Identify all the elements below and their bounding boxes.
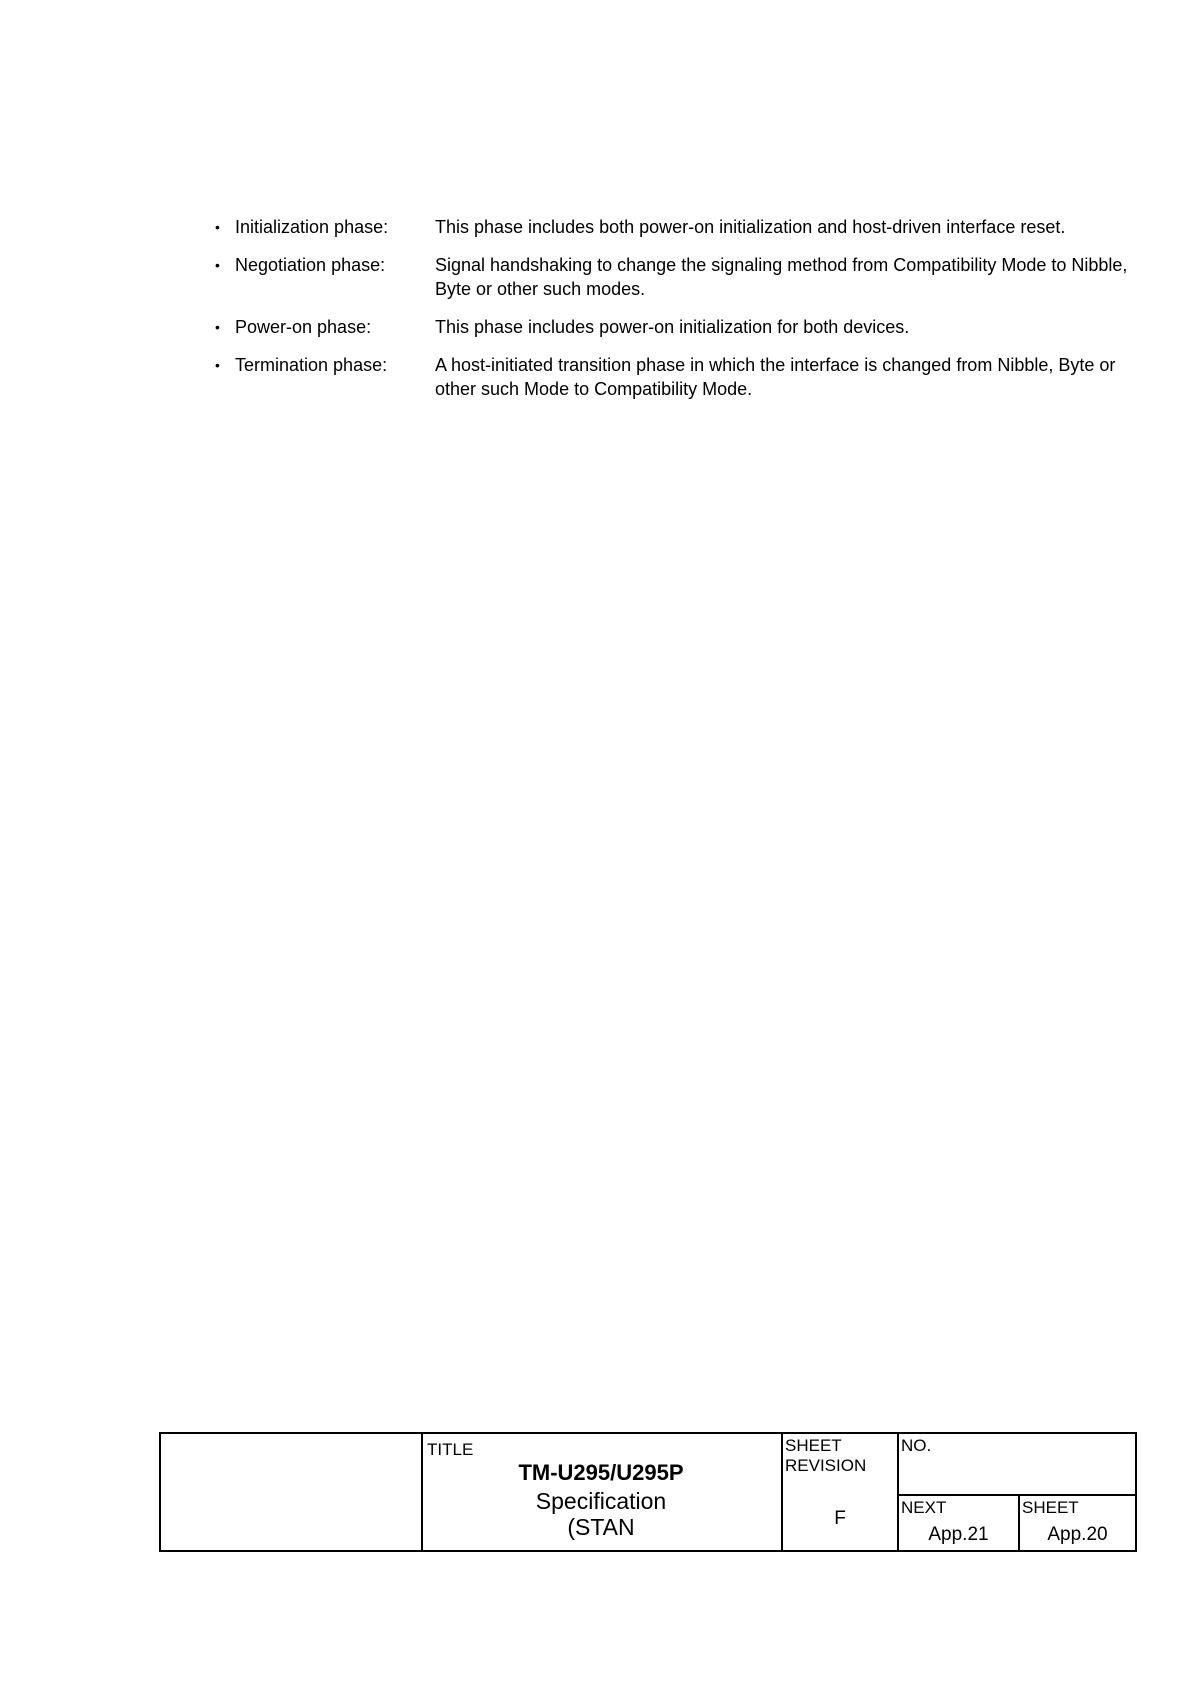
divider	[897, 1494, 1135, 1496]
title-label: TITLE	[427, 1440, 474, 1459]
phase-item	[215, 253, 1145, 301]
phase-term: Power-on phase:	[235, 317, 372, 337]
phase-item	[215, 215, 1145, 239]
revision-value: F	[834, 1508, 846, 1529]
phase-description: A host-initiated transition phase in which the interface is changed from Nibble, Byte or other such Mode to Compatibility Mode.	[435, 355, 1116, 399]
phase-term: Initialization phase:	[235, 217, 389, 237]
phase-description: Signal handshaking to change the signaling method from Compatibility Mode to Nibble, Byte or other such modes.	[435, 255, 1128, 299]
title-block	[159, 1432, 1137, 1552]
sheet-value: App.20	[1047, 1524, 1108, 1545]
divider	[781, 1434, 783, 1550]
doc-type: Specification	[535, 1488, 667, 1514]
bullet: •	[215, 219, 220, 235]
next-label: NEXT	[901, 1498, 947, 1517]
no-label: NO.	[901, 1436, 932, 1455]
phase-list	[215, 215, 1145, 415]
sheet-revision-label: SHEET REVISION	[785, 1436, 867, 1475]
phase-description: This phase includes power-on initialization for both devices.	[435, 317, 910, 337]
phase-description: This phase includes both power-on initialization and host-driven interface reset.	[435, 217, 1066, 237]
model-name: TM-U295/U295P	[518, 1460, 684, 1485]
phase-item	[215, 315, 1145, 339]
phase-item	[215, 353, 1145, 401]
bullet: •	[215, 257, 220, 273]
bullet: •	[215, 357, 220, 373]
phase-term: Termination phase:	[235, 355, 388, 375]
sheet-label: SHEET	[1022, 1498, 1079, 1517]
doc-subtitle: (STAN	[567, 1514, 635, 1540]
next-sheet-value: App.21	[928, 1524, 989, 1545]
phase-term: Negotiation phase:	[235, 255, 386, 275]
bullet: •	[215, 319, 220, 335]
